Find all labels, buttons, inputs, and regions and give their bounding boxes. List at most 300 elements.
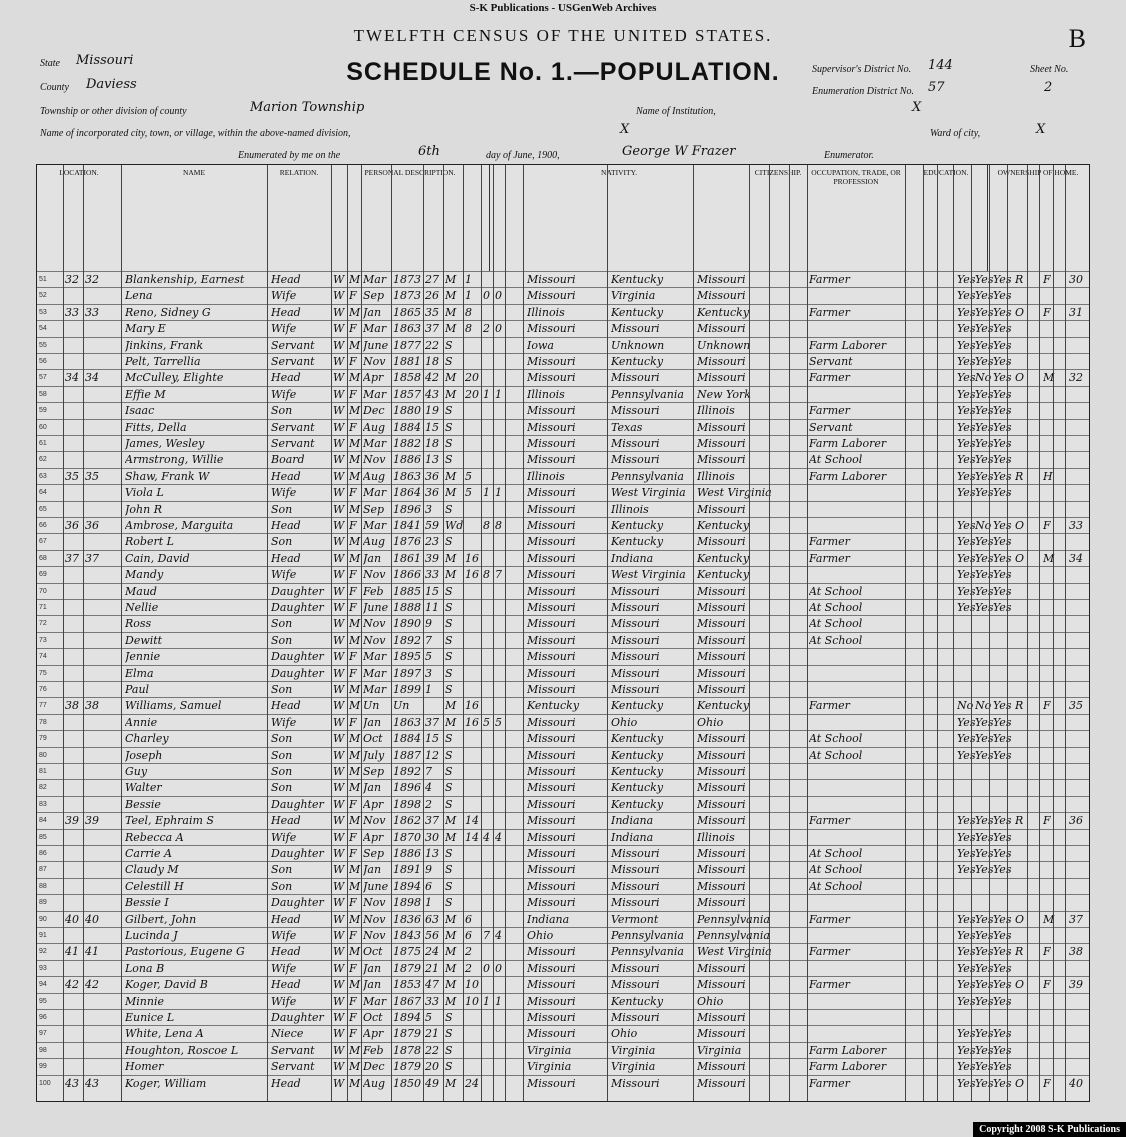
cell-yr: 1873	[393, 289, 421, 303]
cell-race: W	[333, 486, 345, 500]
cell-rel: Daughter	[271, 601, 324, 614]
table-row	[37, 1042, 1089, 1059]
cell-dw	[65, 879, 83, 895]
cell-yrs: 6	[465, 929, 472, 942]
cell-rel: Wife	[271, 830, 297, 844]
table-row	[37, 517, 1089, 534]
cell-ms: S	[445, 650, 453, 664]
cell-home	[1043, 616, 1057, 632]
cell-sex: M	[349, 699, 361, 713]
city-label: Name of incorporated city, town, or village, within the above-named division,	[40, 128, 351, 139]
cell-home	[1043, 846, 1057, 862]
cell-yr: 1897	[393, 666, 421, 680]
cell-bp: Virginia	[527, 1043, 572, 1057]
cell-ms: S	[445, 355, 453, 368]
cell-occ	[809, 649, 903, 665]
cell-fam: 32	[85, 273, 99, 286]
cell-farm: 34	[1069, 551, 1083, 565]
cell-sex: M	[349, 338, 361, 352]
cell-mb	[483, 862, 493, 878]
cell-yr: 1866	[393, 568, 421, 582]
cell-yr: 1892	[393, 765, 421, 778]
cell-age: 1	[425, 683, 432, 696]
cell-r: No	[957, 699, 974, 713]
cell-r: Yes	[957, 863, 976, 877]
cell-mb	[483, 813, 493, 829]
cell-sex: M	[349, 437, 361, 450]
cell-sex: F	[349, 666, 357, 680]
cell-home: F	[1043, 519, 1051, 532]
cell-rel: Daughter	[271, 584, 324, 598]
cell-name: Lena	[125, 289, 153, 303]
cell-dw: 32	[65, 273, 79, 286]
cell-age: 59	[425, 519, 439, 532]
table-row	[37, 304, 1089, 321]
cell-mo: Nov	[363, 568, 386, 582]
cell-age: 63	[425, 912, 439, 926]
cell-ml	[495, 797, 505, 813]
cell-r: Yes	[957, 961, 976, 975]
cell-bp: Missouri	[527, 420, 576, 434]
col-ownership: OWNERSHIP OF HOME.	[997, 168, 1079, 177]
cell-fbp: Ohio	[611, 1027, 638, 1041]
cell-ml	[495, 584, 505, 600]
cell-mbp: Missouri	[697, 437, 746, 450]
cell-yrs: 1	[465, 289, 472, 303]
table-row	[37, 943, 1089, 960]
cell-bp: Missouri	[527, 896, 576, 910]
cell-dw	[65, 895, 83, 911]
cell-sex: F	[349, 1027, 357, 1041]
col-citizenship: CITIZENSHIP.	[749, 165, 808, 271]
cell-name: Viola L	[125, 486, 164, 500]
cell-sex: M	[349, 683, 361, 696]
cell-farm	[1069, 1010, 1087, 1026]
cell-yr: 1875	[393, 945, 421, 959]
cell-rel: Son	[271, 863, 293, 877]
cell-yrs	[465, 616, 481, 632]
cell-fam	[85, 387, 103, 403]
cell-yr: 1886	[393, 453, 421, 467]
cell-s: Yes	[993, 715, 1012, 729]
cell-mbp: Illinois	[697, 469, 735, 483]
cell-r: Yes	[957, 1027, 976, 1041]
cell-fbp: Kentucky	[611, 797, 664, 811]
cell-dw	[65, 928, 83, 944]
cell-yrs: 16	[465, 699, 479, 713]
cell-farm	[1069, 1043, 1087, 1059]
cell-race: W	[333, 519, 345, 532]
cell-r: Yes	[957, 568, 976, 582]
cell-mb	[483, 666, 493, 682]
cell-name: Robert L	[125, 535, 174, 549]
cell-s: Yes	[993, 486, 1012, 500]
table-row	[37, 845, 1089, 862]
cell-sex: M	[349, 305, 361, 319]
cell-s: Yes	[993, 568, 1012, 582]
cell-age: 39	[425, 551, 439, 565]
cell-fbp: Missouri	[611, 847, 660, 860]
cell-ms: S	[445, 748, 453, 762]
cell-ms: M	[445, 814, 457, 828]
cell-ml	[495, 846, 505, 862]
grid-line	[923, 165, 924, 1101]
cell-mbp: Missouri	[697, 814, 746, 828]
cell-fbp: Kentucky	[611, 732, 664, 746]
table-row	[37, 566, 1089, 583]
copyright-notice: Copyright 2008 S-K Publications	[973, 1122, 1126, 1137]
grid-line	[1065, 165, 1066, 1101]
cell-farm	[1069, 928, 1087, 944]
cell-occ	[809, 928, 903, 944]
cell-mb	[483, 420, 493, 436]
cell-rel: Son	[271, 879, 293, 893]
cell-fam	[85, 780, 103, 796]
cell-dw	[65, 321, 83, 337]
cell-fam	[85, 452, 103, 468]
cell-mo: Aug	[363, 420, 386, 434]
cell-s	[993, 1010, 1015, 1026]
cell-yrs	[465, 780, 481, 796]
cell-rel: Wife	[271, 994, 297, 1008]
cell-fbp: Missouri	[611, 1011, 660, 1024]
cell-w: Yes	[975, 978, 994, 992]
cell-farm	[1069, 830, 1087, 846]
cell-dw	[65, 338, 83, 354]
cell-mbp: New York	[697, 387, 751, 401]
cell-yr: 1896	[393, 502, 421, 516]
cell-farm	[1069, 633, 1087, 649]
cell-age: 23	[425, 535, 439, 549]
cell-dw	[65, 780, 83, 796]
table-row	[37, 550, 1089, 567]
cell-rel: Wife	[271, 715, 297, 729]
cell-bp: Missouri	[527, 502, 576, 516]
cell-race: W	[333, 715, 345, 729]
line-number: 99	[39, 1063, 47, 1071]
cell-sex: F	[349, 847, 357, 860]
cell-mb	[483, 1059, 493, 1075]
cell-sex: M	[349, 748, 361, 762]
table-row	[37, 697, 1089, 714]
cell-mb: 8	[483, 519, 490, 532]
cell-race: W	[333, 650, 345, 664]
cell-rel: Wife	[271, 322, 297, 336]
cell-farm	[1069, 879, 1087, 895]
cell-mo: Sep	[363, 765, 385, 778]
cell-ms: S	[445, 1011, 453, 1024]
cell-sex: M	[349, 945, 361, 959]
cell-home: F	[1043, 814, 1051, 828]
cell-mbp: Missouri	[697, 1011, 746, 1024]
cell-yrs	[465, 502, 481, 518]
cell-age: 22	[425, 1043, 439, 1057]
cell-fam: 35	[85, 469, 99, 483]
cell-farm: 32	[1069, 371, 1083, 385]
line-number: 79	[39, 735, 47, 743]
cell-mb: 1	[483, 387, 490, 401]
cell-dw: 43	[65, 1076, 79, 1090]
cell-s: Yes	[993, 978, 1012, 992]
cell-ml: 4	[495, 830, 502, 844]
cell-rel: Servant	[271, 1043, 315, 1057]
cell-mo: June	[363, 601, 389, 614]
cell-bp: Missouri	[527, 1027, 576, 1041]
cell-ml	[495, 370, 505, 386]
cell-ms: M	[445, 568, 457, 582]
cell-name: Williams, Samuel	[125, 699, 222, 713]
cell-yr: 1888	[393, 601, 421, 614]
cell-name: Dewitt	[125, 633, 163, 647]
cell-mbp: Missouri	[697, 650, 746, 664]
line-number: 62	[39, 456, 47, 464]
line-number: 96	[39, 1014, 47, 1021]
cell-ms: S	[445, 338, 453, 352]
cell-bp: Ohio	[527, 929, 554, 942]
cell-dw: 40	[65, 912, 79, 926]
grid-line	[953, 165, 954, 1101]
cell-ms: S	[445, 732, 453, 746]
cell-ms: S	[445, 535, 453, 549]
cell-mo: Mar	[363, 994, 387, 1008]
cell-age: 37	[425, 814, 439, 828]
cell-mo: Apr	[363, 1027, 384, 1041]
cell-fbp: Ohio	[611, 715, 638, 729]
cell-sex: F	[349, 1011, 357, 1024]
sheet-value: 2	[1044, 80, 1053, 95]
cell-name: Joseph	[125, 748, 163, 762]
cell-occ: Farm Laborer	[809, 469, 887, 483]
cell-s: Yes	[993, 912, 1012, 926]
cell-mo: Aug	[363, 469, 386, 483]
cell-name: Blankenship, Earnest	[125, 273, 245, 286]
cell-rel: Son	[271, 617, 293, 631]
cell-s: Yes	[993, 453, 1012, 467]
cell-yr: 1867	[393, 994, 421, 1008]
cell-age: 56	[425, 929, 439, 942]
cell-home	[1043, 1059, 1057, 1075]
cell-name: Mandy	[125, 568, 164, 582]
cell-ms: S	[445, 601, 453, 614]
cell-mo: Oct	[363, 732, 383, 746]
cell-race: W	[333, 633, 345, 647]
grid-line	[347, 165, 348, 1101]
cell-ms: M	[445, 387, 457, 401]
cell-age: 36	[425, 486, 439, 500]
cell-mo: Jan	[363, 551, 382, 565]
line-number: 89	[39, 899, 47, 907]
cell-mbp: Pennsylvania	[697, 912, 770, 926]
cell-age: 15	[425, 584, 439, 598]
cell-ml	[495, 813, 505, 829]
table-row	[37, 648, 1089, 665]
cell-rel: Servant	[271, 437, 315, 450]
cell-bp: Missouri	[527, 535, 576, 549]
cell-bp: Missouri	[527, 847, 576, 860]
cell-dw	[65, 1043, 83, 1059]
cell-fbp: Missouri	[611, 978, 660, 992]
cell-r: Yes	[957, 387, 976, 401]
cell-bp: Missouri	[527, 273, 576, 286]
cell-w: Yes	[975, 732, 994, 746]
line-number: 93	[39, 964, 47, 972]
cell-occ: Farmer	[809, 1076, 850, 1090]
cell-home	[1043, 502, 1057, 518]
cell-rel: Head	[271, 551, 301, 565]
cell-yrs	[465, 649, 481, 665]
table-row	[37, 632, 1089, 649]
cell-name: Effie M	[125, 387, 166, 401]
cell-rel: Board	[271, 453, 305, 467]
cell-occ	[809, 1010, 903, 1026]
cell-occ: At School	[809, 863, 863, 877]
county-label: County	[40, 82, 69, 93]
cell-sex: M	[349, 781, 361, 795]
cell-sex: F	[349, 568, 357, 582]
ward-label: Ward of city,	[930, 128, 981, 139]
cell-fam	[85, 748, 103, 764]
cell-mb	[483, 354, 493, 370]
cell-ml	[495, 1026, 505, 1042]
cell-race: W	[333, 683, 345, 696]
cell-ms: M	[445, 322, 457, 336]
cell-farm	[1069, 666, 1087, 682]
cell-mb	[483, 534, 493, 550]
cell-r: Yes	[957, 994, 976, 1008]
cell-name: Shaw, Frank W	[125, 469, 210, 483]
line-number: 100	[39, 1079, 51, 1087]
cell-dw: 41	[65, 945, 79, 959]
cell-dw	[65, 1059, 83, 1075]
cell-mb	[483, 502, 493, 518]
cell-mb	[483, 1010, 493, 1026]
cell-bp: Missouri	[527, 797, 576, 811]
cell-mo: Oct	[363, 1011, 383, 1024]
cell-yrs: 14	[465, 830, 479, 844]
cell-ml	[495, 354, 505, 370]
cell-ms: S	[445, 863, 453, 877]
grid-line	[693, 165, 694, 1101]
table-row	[37, 1009, 1089, 1026]
cell-occ	[809, 830, 903, 846]
cell-own: R	[1015, 699, 1024, 713]
table-row	[37, 779, 1089, 796]
cell-mo: Apr	[363, 371, 384, 385]
cell-mo: Sep	[363, 289, 385, 303]
cell-yrs: 5	[465, 469, 472, 483]
cell-farm: 38	[1069, 945, 1083, 959]
cell-mb	[483, 370, 493, 386]
cell-mbp: Missouri	[697, 666, 746, 680]
cell-name: Annie	[125, 715, 158, 729]
table-row	[37, 615, 1089, 632]
cell-dw	[65, 354, 83, 370]
grid-line	[505, 165, 506, 1101]
cell-race: W	[333, 732, 345, 746]
cell-occ: At School	[809, 453, 863, 467]
cell-mbp: Unknown	[697, 338, 751, 352]
cell-age: 37	[425, 322, 439, 336]
cell-s: Yes	[993, 322, 1012, 336]
cell-rel: Daughter	[271, 650, 324, 664]
cell-w: Yes	[975, 404, 994, 418]
cell-fam	[85, 321, 103, 337]
cell-age: 49	[425, 1076, 439, 1090]
table-row	[37, 960, 1089, 977]
cell-w: Yes	[975, 568, 994, 582]
cell-mb	[483, 698, 493, 714]
table-row	[37, 353, 1089, 370]
cell-race: W	[333, 453, 345, 467]
cell-ms: M	[445, 715, 457, 729]
cell-fbp: Missouri	[611, 371, 660, 385]
cell-fbp: Texas	[611, 420, 643, 434]
cell-fam: 34	[85, 371, 99, 385]
cell-bp: Missouri	[527, 765, 576, 778]
cell-mo: Nov	[363, 355, 386, 368]
cell-home	[1043, 649, 1057, 665]
table-row	[37, 894, 1089, 911]
cell-yr: 1898	[393, 797, 421, 811]
line-number: 85	[39, 833, 47, 841]
cell-home	[1043, 764, 1057, 780]
cell-home	[1043, 436, 1057, 452]
cell-occ	[809, 485, 903, 501]
cell-r: Yes	[957, 732, 976, 746]
cell-ml	[495, 649, 505, 665]
cell-fam	[85, 502, 103, 518]
cell-ml: 4	[495, 929, 502, 942]
cell-mbp: Missouri	[697, 863, 746, 877]
cell-r: Yes	[957, 289, 976, 303]
cell-home	[1043, 895, 1057, 911]
cell-fbp: Indiana	[611, 814, 654, 828]
table-row	[37, 747, 1089, 764]
line-number: 67	[39, 538, 47, 546]
cell-yrs	[465, 354, 481, 370]
table-row	[37, 911, 1089, 928]
cell-home	[1043, 338, 1057, 354]
cell-yr: Un	[393, 699, 410, 713]
cell-w: Yes	[975, 830, 994, 844]
cell-farm	[1069, 797, 1087, 813]
cell-race: W	[333, 847, 345, 860]
cell-ml: 7	[495, 568, 502, 582]
grid-line	[971, 165, 972, 1101]
cell-sex: M	[349, 502, 361, 516]
cell-mbp: Missouri	[697, 535, 746, 549]
cell-rel: Head	[271, 912, 301, 926]
cell-age: 15	[425, 420, 439, 434]
cell-dw: 42	[65, 978, 79, 992]
cell-r: Yes	[957, 404, 976, 418]
cell-race: W	[333, 322, 345, 336]
cell-mb	[483, 584, 493, 600]
cell-mbp: West Virginia	[697, 945, 772, 959]
cell-dw	[65, 616, 83, 632]
cell-mb	[483, 731, 493, 747]
cell-w: Yes	[975, 814, 994, 828]
cell-r: Yes	[957, 814, 976, 828]
cell-name: Celestill H	[125, 879, 184, 893]
cell-w	[975, 780, 995, 796]
cell-mo: Un	[363, 699, 380, 713]
cell-mbp: Missouri	[697, 617, 746, 631]
cell-race: W	[333, 371, 345, 385]
cell-farm	[1069, 649, 1087, 665]
line-number: 87	[39, 866, 47, 874]
cell-sex: M	[349, 1043, 361, 1057]
